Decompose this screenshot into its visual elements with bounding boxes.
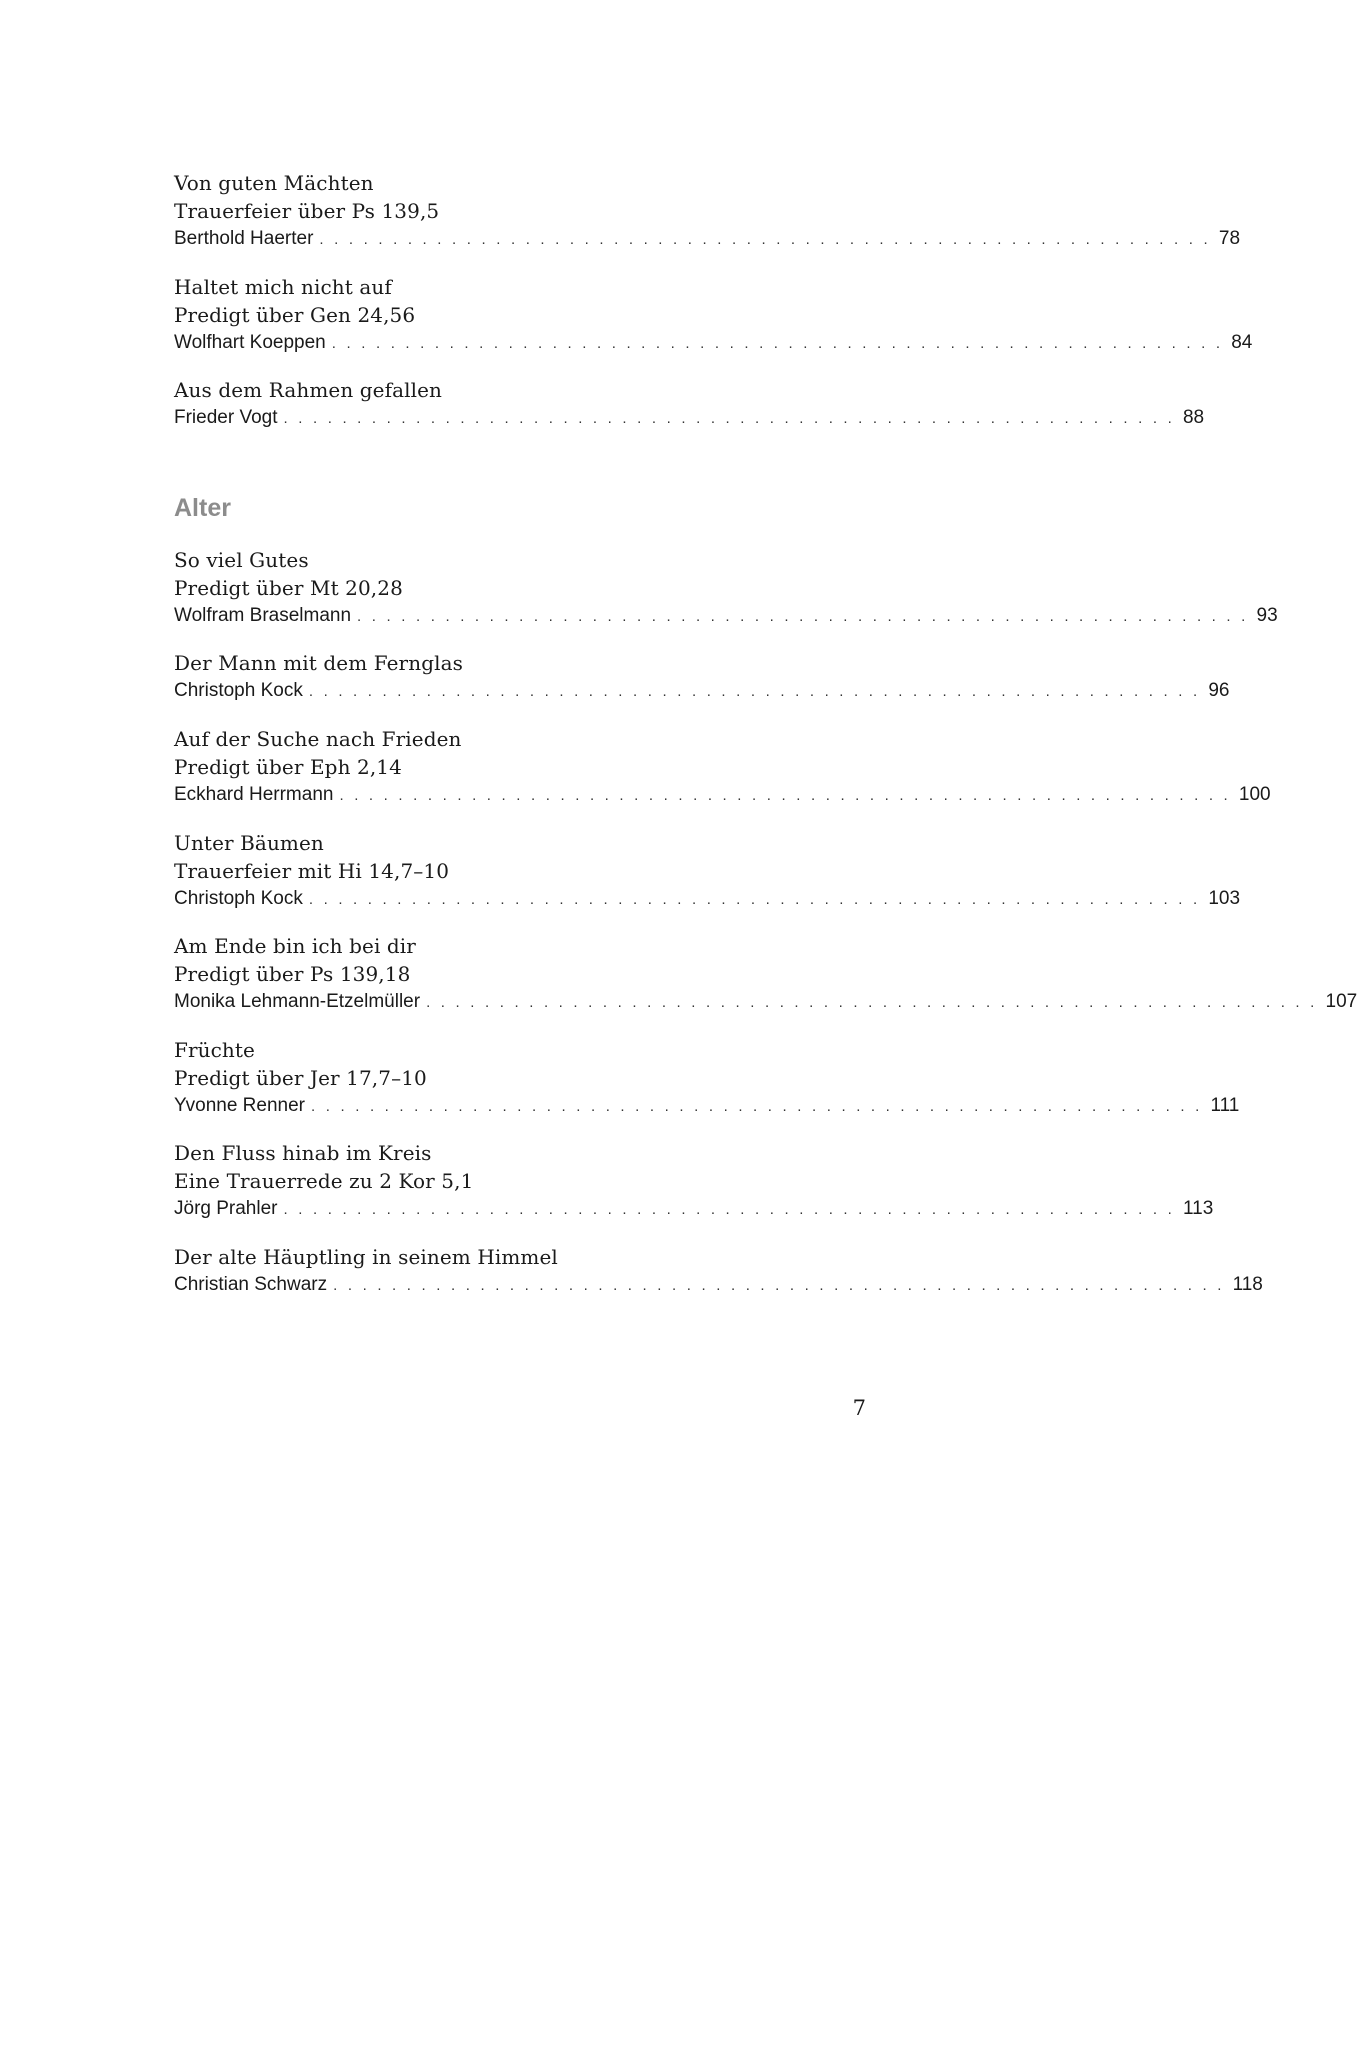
entry-subtitle: Predigt über Ps 139,18 xyxy=(174,962,411,986)
toc-entry xyxy=(174,376,1205,432)
author-line xyxy=(174,677,1230,705)
entry-title: Der alte Häuptling in seinem Himmel xyxy=(174,1245,558,1269)
entry-author: Eckhard Herrmann xyxy=(174,784,334,805)
author-line xyxy=(174,329,1253,357)
entry-title: Von guten Mächten xyxy=(174,171,374,195)
entry-title: Aus dem Rahmen gefallen xyxy=(174,378,443,402)
dot-leader: . . . . . . . . . . . . . . . . . . . . . . . . . . . . . . . . . . . . . . . . . . . . . . . . . . . . . . . . . . . . . xyxy=(333,1277,1225,1294)
dot-leader: . . . . . . . . . . . . . . . . . . . . . . . . . . . . . . . . . . . . . . . . . . . . . . . . . . . . . . . . . . . . . xyxy=(283,1201,1175,1218)
author-line xyxy=(174,404,1205,432)
entry-title: Auf der Suche nach Frieden xyxy=(174,727,462,751)
dot-leader: . . . . . . . . . . . . . . . . . . . . . . . . . . . . . . . . . . . . . . . . . . . . . . . . . . . . . . . . . . . . . xyxy=(308,891,1201,908)
entry-page-number: 93 xyxy=(1256,605,1278,626)
entry-page-number: 103 xyxy=(1208,888,1241,909)
entry-author: Wolfhart Koeppen xyxy=(174,332,326,353)
entry-page-number: 111 xyxy=(1210,1095,1240,1116)
entry-title: Früchte xyxy=(174,1038,255,1062)
toc-entry xyxy=(174,829,1241,913)
dot-leader: . . . . . . . . . . . . . . . . . . . . . . . . . . . . . . . . . . . . . . . . . . . . . . . . . . . . . . . . . . . . . xyxy=(357,608,1249,625)
entry-author: Wolfram Braselmann xyxy=(174,605,352,626)
entry-page-number: 88 xyxy=(1182,407,1205,428)
entry-subtitle: Trauerfeier über Ps 139,5 xyxy=(174,199,440,223)
author-line xyxy=(174,1092,1240,1120)
entry-page-number: 113 xyxy=(1182,1198,1214,1219)
entry-title: So viel Gutes xyxy=(174,548,309,572)
toc-entry xyxy=(174,169,1241,253)
entry-author: Berthold Haerter xyxy=(174,228,314,249)
entry-author: Christoph Kock xyxy=(174,888,303,909)
entry-author: Christian Schwarz xyxy=(174,1274,328,1295)
page-number: 7 xyxy=(852,1396,866,1420)
entry-author: Christoph Kock xyxy=(174,680,303,701)
toc-entry xyxy=(174,1139,1214,1223)
entry-title: Unter Bäumen xyxy=(174,831,324,855)
toc-entry xyxy=(174,725,1271,809)
toc-entry xyxy=(174,649,1230,705)
entry-subtitle: Predigt über Mt 20,28 xyxy=(174,576,403,600)
author-line xyxy=(174,1271,1263,1299)
dot-leader: . . . . . . . . . . . . . . . . . . . . . . . . . . . . . . . . . . . . . . . . . . . . . . . . . . . . . . . . . . . . . xyxy=(426,994,1318,1011)
entry-page-number: 107 xyxy=(1325,991,1358,1012)
section-heading: Alter xyxy=(174,494,231,522)
entry-subtitle: Predigt über Eph 2,14 xyxy=(174,755,402,779)
entry-page-number: 96 xyxy=(1208,680,1230,701)
entry-author: Yvonne Renner xyxy=(174,1095,305,1116)
entry-title: Der Mann mit dem Fernglas xyxy=(174,651,463,675)
dot-leader: . . . . . . . . . . . . . . . . . . . . . . . . . . . . . . . . . . . . . . . . . . . . . . . . . . . . . . . . . . . . . xyxy=(339,787,1231,804)
entry-page-number: 78 xyxy=(1218,228,1241,249)
entry-title: Haltet mich nicht auf xyxy=(174,275,392,299)
toc-entry xyxy=(174,546,1278,630)
dot-leader: . . . . . . . . . . . . . . . . . . . . . . . . . . . . . . . . . . . . . . . . . . . . . . . . . . . . . . . . . . . . . xyxy=(308,683,1201,700)
author-line xyxy=(174,885,1241,913)
entry-title: Am Ende bin ich bei dir xyxy=(174,934,416,958)
dot-leader: . . . . . . . . . . . . . . . . . . . . . . . . . . . . . . . . . . . . . . . . . . . . . . . . . . . . . . . . . . . . . xyxy=(311,1098,1203,1115)
toc-entry xyxy=(174,1243,1263,1299)
toc-entry xyxy=(174,1036,1240,1120)
dot-leader: . . . . . . . . . . . . . . . . . . . . . . . . . . . . . . . . . . . . . . . . . . . . . . . . . . . . . . . . . . . . . xyxy=(319,231,1211,248)
entry-subtitle: Eine Trauerrede zu 2 Kor 5,1 xyxy=(174,1169,474,1193)
entry-title: Den Fluss hinab im Kreis xyxy=(174,1141,432,1165)
entry-author: Frieder Vogt xyxy=(174,407,278,428)
author-line xyxy=(174,988,1358,1016)
entry-subtitle: Predigt über Jer 17,7–10 xyxy=(174,1066,427,1090)
entry-author: Jörg Prahler xyxy=(174,1198,278,1219)
dot-leader: . . . . . . . . . . . . . . . . . . . . . . . . . . . . . . . . . . . . . . . . . . . . . . . . . . . . . . . . . . . . . xyxy=(283,410,1175,427)
entry-page-number: 84 xyxy=(1231,332,1253,353)
toc-entry xyxy=(174,273,1253,357)
entry-page-number: 118 xyxy=(1232,1274,1263,1295)
author-line xyxy=(174,225,1241,253)
toc-entry xyxy=(174,932,1358,1016)
entry-subtitle: Trauerfeier mit Hi 14,7–10 xyxy=(174,859,450,883)
entry-subtitle: Predigt über Gen 24,56 xyxy=(174,303,416,327)
author-line xyxy=(174,781,1271,809)
dot-leader: . . . . . . . . . . . . . . . . . . . . . . . . . . . . . . . . . . . . . . . . . . . . . . . . . . . . . . . . . . . . . xyxy=(331,335,1224,352)
author-line xyxy=(174,602,1278,630)
author-line xyxy=(174,1195,1214,1223)
entry-page-number: 100 xyxy=(1238,784,1271,805)
entry-author: Monika Lehmann-Etzelmüller xyxy=(174,991,421,1012)
